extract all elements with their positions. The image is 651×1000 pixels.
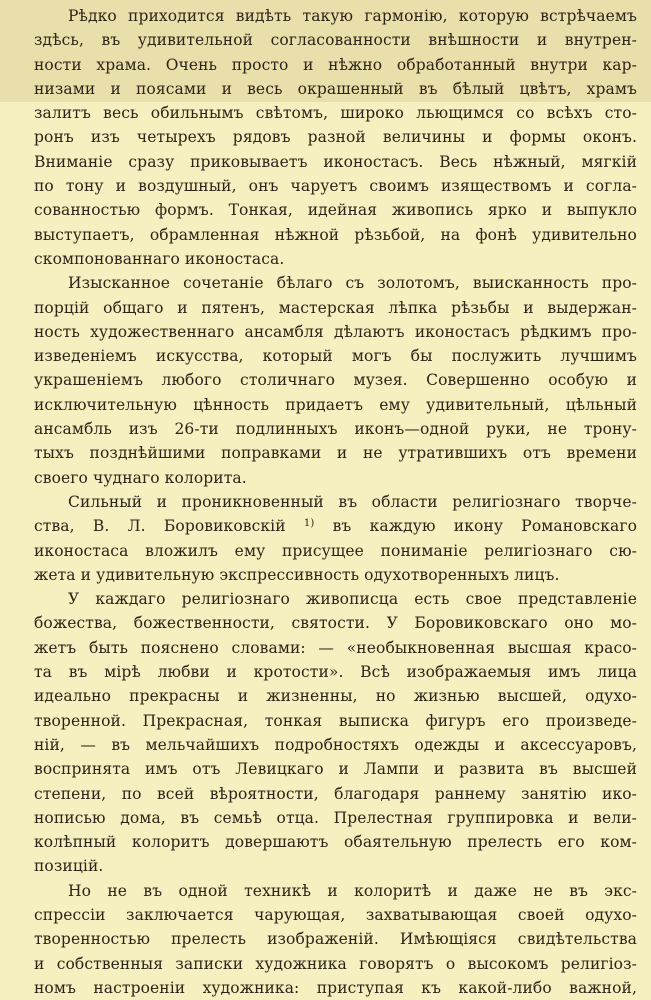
text-line: и собственныя записки художника говорятъ о высокомъ религіоз- (34, 954, 637, 973)
text-line: степени, по всей вѣроятности, благодаря раннему занятію ико- (34, 784, 637, 803)
text-line: ность художественнаго ансамбля дѣлаютъ иконостасъ рѣдкимъ про- (34, 322, 637, 341)
text-line: позицій. (34, 857, 104, 876)
text-line: ности храма. Очень просто и нѣжно обработанный внутри кар- (34, 55, 637, 74)
text-line: ній, — въ мельчайшихъ подробностяхъ одежды и аксессуаровъ, (34, 735, 637, 754)
text-line: сованностью формъ. Тонкая, идейная живопись ярко и выпукло (34, 201, 637, 220)
text-line: Вниманіе сразу приковываетъ иконостасъ. Весь нѣжный, мягкій (34, 152, 637, 171)
text-line: ансамбль изъ 26-ти подлинныхъ иконъ—одной руки, не трону- (34, 420, 637, 439)
text-line: спрессіи заключается чарующая, захватывающая своей одухо- (34, 905, 637, 924)
text-line: исключительную цѣнность придаетъ ему удивительный, цѣльный (34, 395, 637, 414)
text-line: выступаетъ, обрамленная нѣжной рѣзьбой, на фонѣ удивительно (34, 225, 637, 244)
text-line: Рѣдко приходится видѣть такую гармонію, которую встрѣчаемъ (68, 7, 637, 25)
text-line: творенностью прелесть изображеній. Имѣющіяся свидѣтельства (34, 930, 637, 949)
text-line: божества, божественности, святости. У Боровиковскаго оно мо- (34, 614, 637, 633)
document-text (34, 4, 637, 1000)
text-fragment: ства, В. Л. Боровиковскій (34, 517, 286, 536)
text-line: нописью дома, въ семьѣ отца. Прелестная группировка и вели- (34, 808, 637, 827)
text-line: идеально прекрасны и жизненны, но жизнью высшей, одухо- (34, 687, 637, 706)
text-line: номъ настроеніи художника: приступая къ какой-либо важной, (34, 978, 637, 997)
text-line: своего чуднаго колорита. (34, 468, 247, 487)
text-line: порцій общаго и пятенъ, мастерская лѣпка рѣзьбы и выдержан- (34, 298, 637, 317)
footnote-marker: 1) (303, 518, 315, 530)
text-line: жета и удивительную экспрессивность одухотворенныхъ лицъ. (34, 565, 560, 584)
text-line: скомпонованнаго иконостаса. (34, 249, 285, 268)
text-fragment: въ каждую икону Романовскаго (332, 517, 638, 536)
text-line: по тону и воздушный, онъ чаруетъ своимъ изяществомъ и согла- (34, 177, 637, 196)
text-line: иконостаса вложилъ ему присущее пониманіе религіознаго сю- (34, 541, 637, 560)
text-line: воспринята имъ отъ Левицкаго и Лампи и развита въ высшей (34, 760, 637, 779)
text-line: У каждаго религіознаго живописца есть свое представленіе (68, 590, 637, 609)
text-line: Но не въ одной техникѣ и колоритѣ и даже не въ экс- (68, 881, 637, 900)
text-line: низами и поясами и весь окрашенный въ бѣлый цвѣтъ, храмъ (34, 79, 637, 98)
text-line: здѣсь, въ удивительной согласованности внѣшности и внутрен- (34, 31, 637, 50)
text-line: колѣпный колоритъ довершаютъ обаятельную прелесть его ком- (34, 833, 637, 852)
text-line: Сильный и проникновенный въ области религіознаго творче- (68, 492, 637, 511)
text-line: жетъ быть пояснено словами: — «необыкновенная высшая красо- (34, 638, 637, 657)
text-line: изведеніемъ искусства, который могъ бы послужить лучшимъ (34, 347, 637, 366)
text-line (34, 514, 637, 538)
text-line: залитъ весь обильнымъ свѣтомъ, широко льющимся со всѣхъ сто- (34, 104, 637, 123)
text-line: та въ мірѣ любви и кротости». Всѣ изображаемыя имъ лица (34, 663, 637, 682)
text-line: ронъ изъ четырехъ рядовъ разной величины и формы оконъ. (34, 128, 637, 147)
text-line: Изысканное сочетаніе бѣлаго съ золотомъ, выисканность про- (68, 274, 637, 293)
text-line: украшеніемъ любого столичнаго музея. Совершенно особую и (34, 371, 637, 390)
text-line: тыхъ позднѣйшими поправками и не утратившихъ отъ времени (34, 444, 637, 463)
text-line: творенной. Прекрасная, тонкая выписка фигуръ его произведе- (34, 711, 637, 730)
